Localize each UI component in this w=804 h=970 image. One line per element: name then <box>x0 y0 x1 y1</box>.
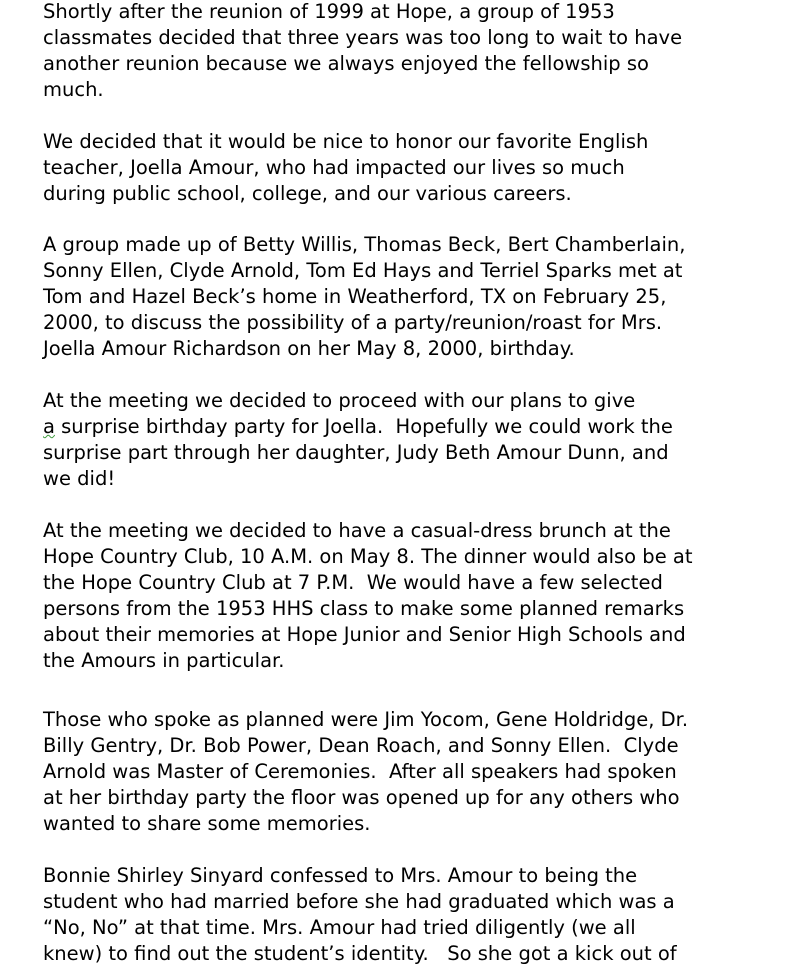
text-line: student who had married before she had graduated which was a <box>43 890 675 913</box>
text-line: “No, No” at that time. Mrs. Amour had tried diligently (we all <box>43 916 636 939</box>
text-line: Tom and Hazel Beck’s home in Weatherford, TX on February 25, <box>43 285 667 308</box>
text-line: wanted to share some memories. <box>43 812 371 835</box>
text-line: teacher, Joella Amour, who had impacted our lives so much <box>43 156 625 179</box>
text-line: the Hope Country Club at 7 P.M. We would have a few selected <box>43 571 663 594</box>
text-line: Hope Country Club, 10 A.M. on May 8. The dinner would also be at <box>43 545 693 568</box>
text-line: Arnold was Master of Ceremonies. After all speakers had spoken <box>43 760 677 783</box>
text-line: knew) to find out the student’s identity. So she got a kick out of <box>43 942 677 965</box>
text-line: much. <box>43 78 104 101</box>
text-line: at her birthday party the floor was opened up for any others who <box>43 786 680 809</box>
text-line: classmates decided that three years was too long to wait to have <box>43 26 683 49</box>
text-line: Joella Amour Richardson on her May 8, 2000, birthday. <box>43 337 575 360</box>
text-line: Shortly after the reunion of 1999 at Hope, a group of 1953 <box>43 0 615 23</box>
text-line: A group made up of Betty Willis, Thomas Beck, Bert Chamberlain, <box>43 233 686 256</box>
text-line: surprise part through her daughter, Judy Beth Amour Dunn, and <box>43 441 669 464</box>
text-line: about their memories at Hope Junior and Senior High Schools and <box>43 623 686 646</box>
text-line: the Amours in particular. <box>43 649 285 672</box>
text-line: We decided that it would be nice to honor our favorite English <box>43 130 649 153</box>
text-line: Bonnie Shirley Sinyard confessed to Mrs. Amour to being the <box>43 864 638 887</box>
text-line: during public school, college, and our various careers. <box>43 182 572 205</box>
text-line: At the meeting we decided to have a casual-dress brunch at the <box>43 519 671 542</box>
text-line: Billy Gentry, Dr. Bob Power, Dean Roach, and Sonny Ellen. Clyde <box>43 734 679 757</box>
text-line: we did! <box>43 467 116 490</box>
spellcheck-marked-word: a <box>43 415 55 438</box>
text-line: Those who spoke as planned were Jim Yocom, Gene Holdridge, Dr. <box>43 708 689 731</box>
text-line: At the meeting we decided to proceed with our plans to give <box>43 389 636 412</box>
text-line: Sonny Ellen, Clyde Arnold, Tom Ed Hays and Terriel Sparks met at <box>43 259 683 282</box>
text-line: another reunion because we always enjoyed the fellowship so <box>43 52 649 75</box>
text-line: 2000, to discuss the possibility of a party/reunion/roast for Mrs. <box>43 311 663 334</box>
text-line: persons from the 1953 HHS class to make some planned remarks <box>43 597 685 620</box>
text-line-with-spellcheck-mark: a surprise birthday party for Joella. Hopefully we could work the <box>43 415 673 438</box>
